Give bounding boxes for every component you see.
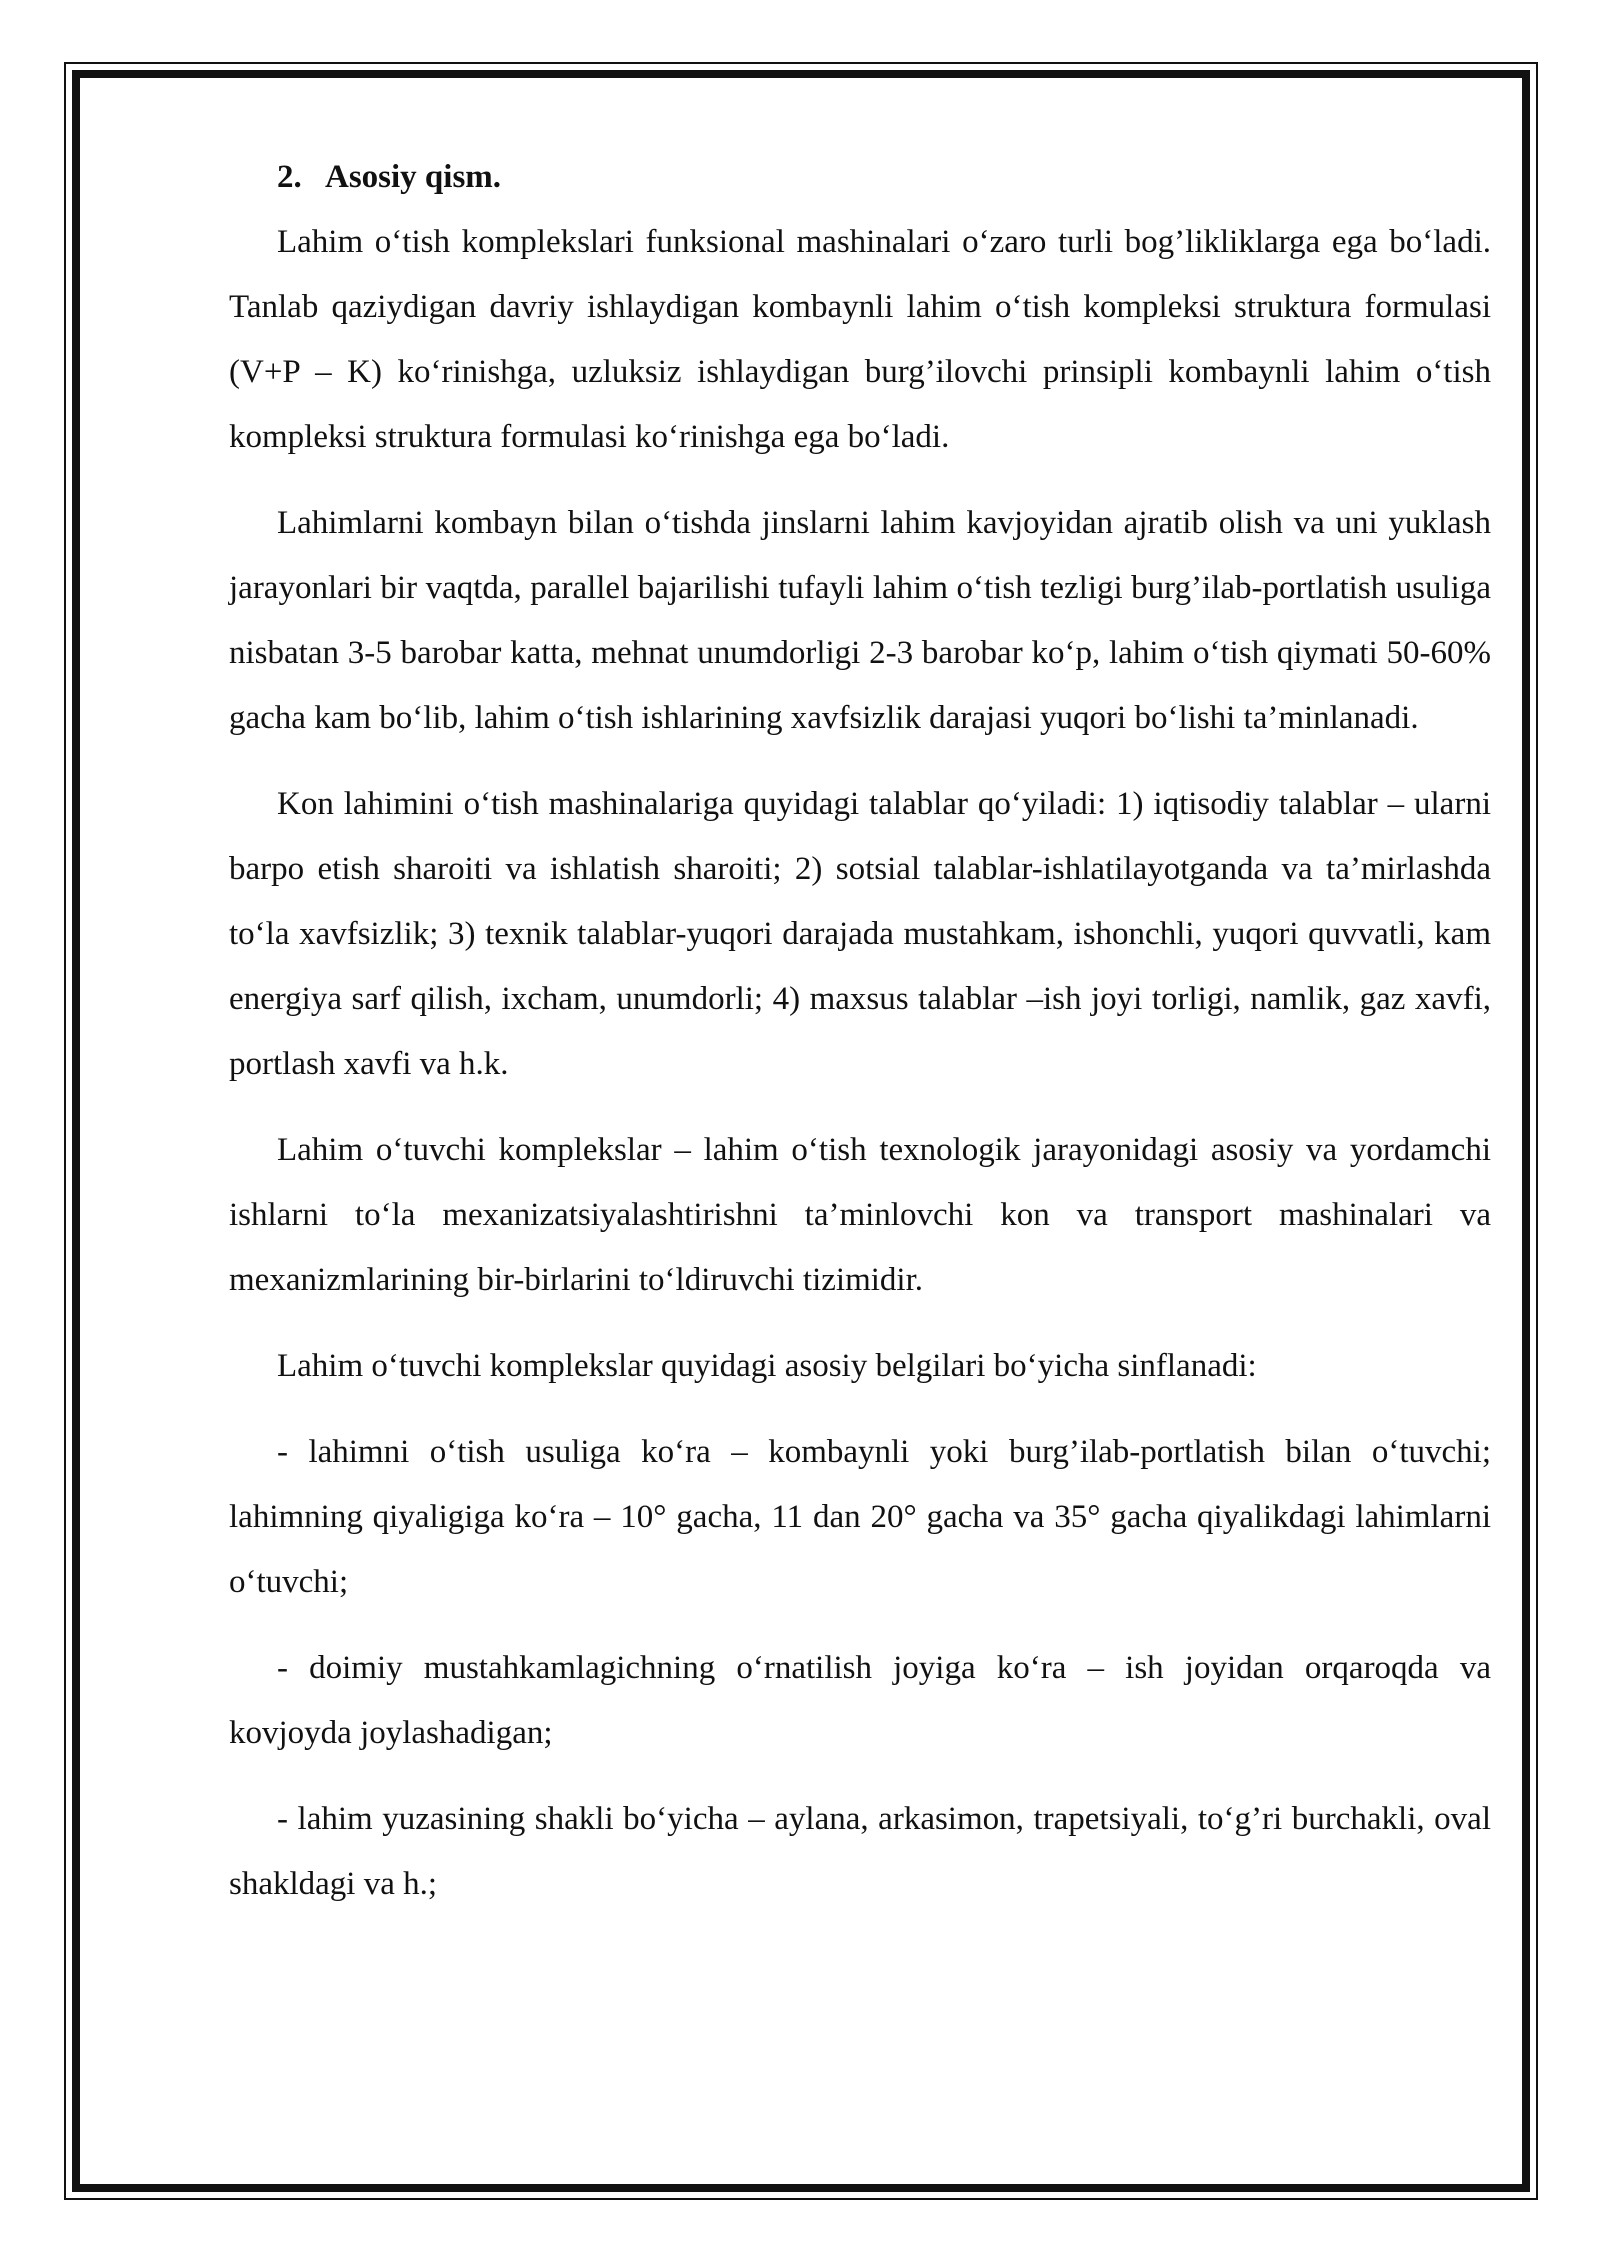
- paragraph: Lahimlarni kombayn bilan o‘tishda jinslarni lahim kavjoyidan ajratib olish va uni yuklash jarayonlari bir vaqtda, parallel bajarilishi tufayli lahim o‘tish tezligi burg’ilab-portlatish usuliga nisbatan 3-5 barobar katta, mehnat unumdorligi 2-3 barobar ko‘p, lahim o‘tish qiymati 50-60% gacha kam bo‘lib, lahim o‘tish ishlarining xavfsizlik darajasi yuqori bo‘lishi ta’minlanadi.: [229, 505, 1491, 736]
- list-item: - lahimni o‘tish usuliga ko‘ra – kombaynli yoki burg’ilab-portlatish bilan o‘tuvchi; lahimning qiyaligiga ko‘ra – 10° gacha, 11 dan 20° gacha va 35° gacha qiyalikdagi lahimlarni o‘tuvchi;: [229, 1434, 1491, 1600]
- paragraph: Kon lahimini o‘tish mashinalariga quyidagi talablar qo‘yiladi: 1) iqtisodiy talablar – ularni barpo etish sharoiti va ishlatish sharoiti; 2) sotsial talablar-ishlatilayotganda va ta’mirlashda to‘la xavfsizlik; 3) texnik talablar-yuqori darajada mustahkam, ishonchli, yuqori quvvatli, kam energiya sarf qilish, ixcham, unumdorli; 4) maxsus talablar –ish joyi torligi, namlik, gaz xavfi, portlash xavfi va h.k.: [229, 786, 1491, 1082]
- document-body: [229, 150, 1491, 1938]
- section-title: Asosiy qism.: [325, 159, 502, 195]
- section-heading: [277, 150, 1491, 204]
- paragraph: Lahim o‘tish komplekslari funksional mashinalari o‘zaro turli bog’likliklarga ega bo‘ladi. Tanlab qaziydigan davriy ishlaydigan kombaynli lahim o‘tish kompleksi struktura formulasi (V+P – K) ko‘rinishga, uzluksiz ishlaydigan burg’ilovchi prinsipli kombaynli lahim o‘tish kompleksi struktura formulasi ko‘rinishga ega bo‘ladi.: [229, 224, 1491, 455]
- paragraph: Lahim o‘tuvchi komplekslar quyidagi asosiy belgilari bo‘yicha sinflanadi:: [277, 1348, 1257, 1384]
- section-number: 2.: [277, 159, 302, 195]
- list-item: - doimiy mustahkamlagichning o‘rnatilish joyiga ko‘ra – ish joyidan orqaroqda va kovjoyda joylashadigan;: [229, 1650, 1491, 1751]
- list-item: - lahim yuzasining shakli bo‘yicha – aylana, arkasimon, trapetsiyali, to‘g’ri burchakli, oval shakldagi va h.;: [229, 1801, 1491, 1902]
- paragraph: Lahim o‘tuvchi komplekslar – lahim o‘tish texnologik jarayonidagi asosiy va yordamchi ishlarni to‘la mexanizatsiyalashtirishni ta’minlovchi kon va transport mashinalari va mexanizmlarining bir-birlarini to‘ldiruvchi tizimidir.: [229, 1132, 1491, 1298]
